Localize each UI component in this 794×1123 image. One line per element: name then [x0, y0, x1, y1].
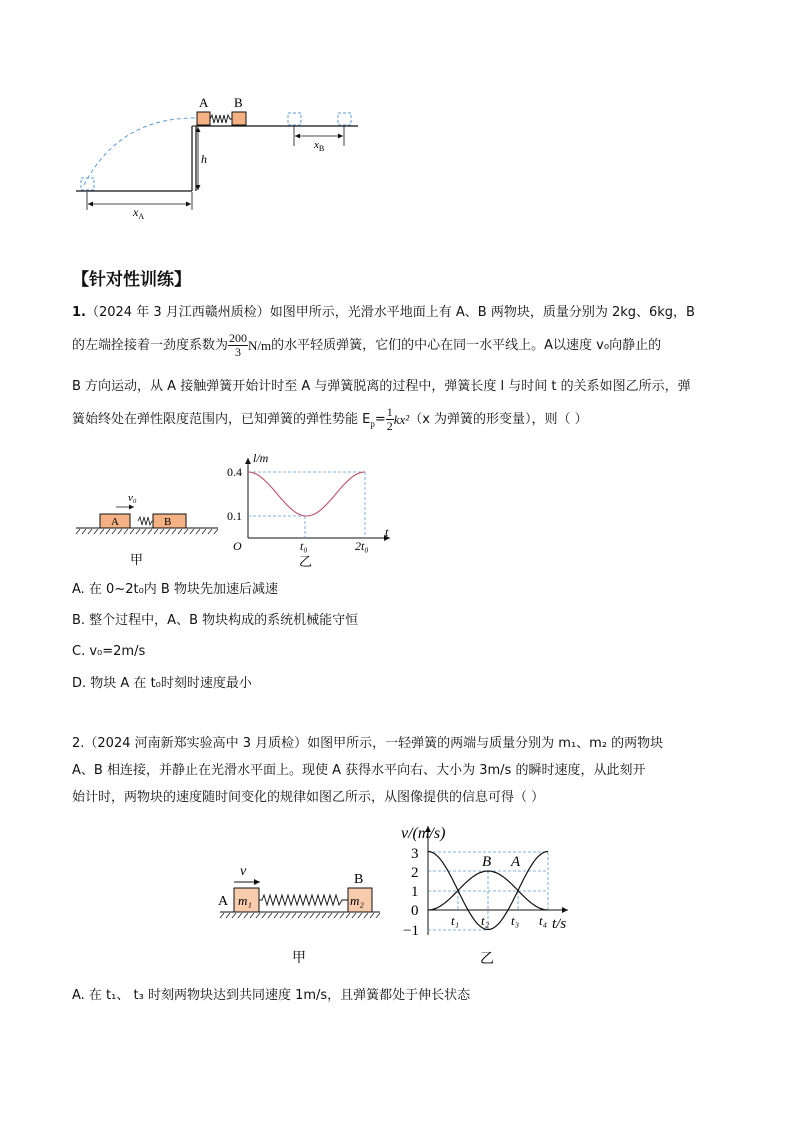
q1-option-C: C. v₀=2m/s	[72, 644, 146, 659]
q1-ytick-01: 0.1	[227, 509, 242, 523]
q1-l-curve	[248, 472, 365, 516]
landing-box-A	[81, 178, 94, 190]
q1-figure-jia	[72, 485, 222, 575]
q1-ytick-04: 0.4	[227, 465, 242, 479]
q2-xtick-t1: t₁	[451, 913, 460, 928]
q1-option-B: B. 整个过程中，A、B 物块构成的系统机械能守恒	[72, 613, 359, 628]
svg-text:xA: $x_A$	[133, 205, 145, 220]
half-fraction: $\frac{1}{2}$	[386, 405, 393, 433]
q1-xtick-t0: t₀	[300, 539, 308, 553]
svg-text:A: A	[111, 516, 119, 528]
svg-text:v/(m/s): v/(m/s)	[401, 825, 446, 842]
q2-ytick-3: 3	[411, 846, 419, 862]
trajectory-curve	[84, 118, 195, 185]
q2-xtick-t4: t₄	[539, 913, 548, 928]
q2-v-label: v	[240, 864, 247, 879]
block-A	[197, 112, 210, 125]
q2-caption-jia: 甲	[292, 951, 306, 966]
q2-ytick-neg1: −1	[403, 923, 419, 939]
ghost-box-2	[338, 113, 351, 125]
q2-number: 2.	[72, 736, 85, 751]
label-xA: x	[133, 205, 139, 219]
q2-xtick-t2: t₂	[481, 913, 490, 928]
q2-curve-label-A: A	[511, 854, 521, 870]
svg-text:t/s: t/s	[552, 916, 567, 932]
q1-xtick-2t0: 2t₀	[355, 539, 369, 553]
label-h: h	[201, 152, 207, 166]
label-B: B	[234, 95, 243, 110]
q1-spring	[138, 517, 153, 525]
q1-option-D: D. 物块 A 在 t₀时刻时速度最小	[72, 676, 252, 691]
svg-text:m₂: m₂	[350, 893, 364, 908]
q2-xtick-t3: t₃	[511, 913, 520, 928]
q1-line3: B 方向运动，从 A 接触弹簧开始计时至 A 与弹簧脱离的过程中，弹簧长度 l 与时间 t 的关系如图乙所示，弹	[72, 379, 691, 394]
q2-ytick-1: 1	[411, 884, 419, 900]
q2-label-B: B	[354, 872, 364, 887]
q1-caption-yi: 乙	[299, 554, 313, 569]
label-xB: x	[314, 139, 319, 151]
svg-text:xB: $x_B$	[314, 139, 325, 153]
q2-curve-label-B: B	[482, 854, 492, 870]
label-A: A	[199, 95, 209, 110]
svg-text:O: O	[233, 539, 242, 553]
q2-line3: 始计时，两物块的速度随时间变化的规律如图乙所示，从图像提供的信息可得（ ）	[72, 790, 545, 805]
q2-spring	[259, 895, 348, 905]
q2-label-A: A	[218, 894, 229, 909]
q2-line2: A、B 相连接，并静止在光滑水平面上。现使 A 获得水平向右、大小为 3m/s 的瞬时速度，从此刻开	[72, 763, 646, 778]
q1-number: 1.	[72, 305, 86, 320]
q1-line4: 簧始终处在弹性限度范围内，已知弹簧的弹性势能 E p = $\frac{1}{2}$ kx² （x 为弹簧的形变量），则（ ）	[72, 405, 588, 433]
q2-figure-jia	[212, 855, 387, 970]
spring-constant-fraction: $\frac{200}{3}$	[229, 331, 248, 359]
q2-line1: 2.（2024 河南新郑实验高中 3 月质检）如图甲所示，一轻弹簧的两端与质量分别为 m₁、m₂ 的两物块	[72, 736, 664, 751]
q1-line1: 1.（2024 年 3 月江西赣州质检）如图甲所示，光滑水平地面上有 A、B 两物块，质量分别为 2kg、6kg，B	[72, 305, 695, 320]
q2-option-A: A. 在 t₁、 t₃ 时刻两物块达到共同速度 1m/s，且弹簧都处于伸长状态	[72, 988, 471, 1003]
block-B	[232, 112, 246, 125]
q1-figure-yi	[225, 450, 400, 570]
spring	[210, 115, 232, 123]
q2-ytick-0: 0	[411, 903, 419, 919]
q1-line2: 的左端拴接着一劲度系数为 $\frac{200}{3}$ N/m 的水平轻质弹簧，它们的中心在同一水平线上。A以速度 v₀向静止的	[72, 331, 662, 359]
svg-text:l/m: l/m	[253, 451, 269, 465]
svg-text:t: t	[385, 525, 389, 539]
svg-text:B: B	[164, 516, 172, 528]
section-title: 【针对性训练】	[72, 270, 191, 290]
q2-figure-yi	[393, 820, 578, 970]
ghost-box-1	[288, 113, 301, 125]
q1-option-A: A. 在 0~2t₀内 B 物块先加速后减速	[72, 582, 278, 597]
q1-v0-label: v₀	[128, 492, 137, 504]
svg-text:m₁: m₁	[238, 893, 252, 908]
q1-caption-jia: 甲	[130, 552, 144, 567]
q2-caption-yi: 乙	[480, 952, 494, 967]
projectile-figure	[70, 90, 370, 220]
q2-ytick-2: 2	[411, 865, 419, 881]
